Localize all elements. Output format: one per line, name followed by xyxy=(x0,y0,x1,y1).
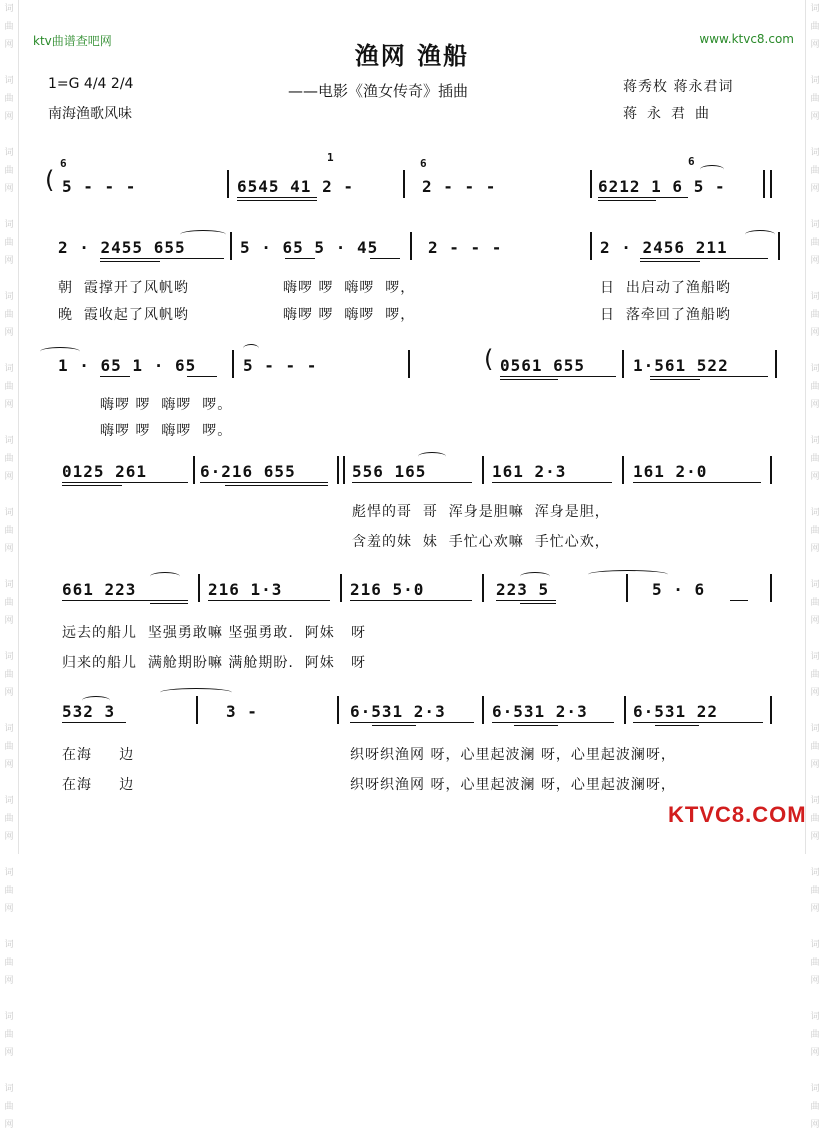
bar-line xyxy=(626,574,628,602)
measure-notes: 223 5 xyxy=(496,580,550,599)
bar-line xyxy=(408,350,410,378)
underline-beam xyxy=(62,485,122,486)
left-watermark-strip: 词 曲 网 词 曲 网 词 曲 网 词 曲 网 词 曲 网 词 曲 网 词 曲 网 词 曲 网 词 曲 网 词 曲 网 词 曲 网 词 曲 网 词 曲 网 词 曲 网 词 曲 网 词 曲 网 xyxy=(0,0,19,854)
underline-beam xyxy=(370,258,400,259)
fermata xyxy=(700,165,724,174)
lyric-verse-2: 嗨啰 啰 嗨啰 啰。 xyxy=(100,423,233,439)
bar-line xyxy=(775,350,777,378)
underline-beam xyxy=(350,722,474,723)
underline-beam xyxy=(633,722,763,723)
lyric-verse-1: 嗨啰 啰 嗨啰 啰。 xyxy=(100,397,233,413)
bar-line xyxy=(622,456,624,484)
repeat-end-bar xyxy=(770,170,772,198)
underline-beam xyxy=(372,725,416,726)
underline-beam xyxy=(100,258,224,259)
measure-notes: 2 · 2455 655 xyxy=(58,238,186,257)
slur xyxy=(418,452,446,461)
site-watermark-right: www.ktvc8.com xyxy=(699,32,794,46)
underline-beam xyxy=(633,482,761,483)
underline-beam xyxy=(237,200,317,201)
underline-beam xyxy=(650,379,700,380)
lyric-verse-2: 织呀织渔网 呀，心里起波澜 呀，心里起波澜呀， xyxy=(350,777,676,793)
key-signature: 1=G 4/4 2/4 xyxy=(48,76,134,92)
underline-beam xyxy=(352,482,472,483)
measure-notes: 2 - - - xyxy=(422,177,497,196)
underline-beam xyxy=(62,600,188,601)
lyric-verse-2: 晚 霞收起了风帆哟 xyxy=(58,307,189,323)
tie xyxy=(745,230,775,239)
grace-note: 6 xyxy=(688,155,695,168)
underline-beam xyxy=(598,200,656,201)
underline-beam xyxy=(655,725,699,726)
lyric-verse-2: 嗨啰 啰 嗨啰 啰， xyxy=(283,307,416,323)
measure-notes: 0125 261 xyxy=(62,462,148,481)
grace-note: 6 xyxy=(420,157,427,170)
repeat-end-bar xyxy=(763,170,765,198)
bar-line xyxy=(482,696,484,724)
bar-line xyxy=(624,696,626,724)
bar-line xyxy=(232,350,234,378)
underline-beam xyxy=(598,197,688,198)
grace-note: 6 xyxy=(60,157,67,170)
underline-beam xyxy=(500,376,616,377)
bar-line xyxy=(622,350,624,378)
bar-line xyxy=(770,574,772,602)
underline-beam xyxy=(200,482,328,483)
underline-beam xyxy=(520,603,556,604)
slur xyxy=(520,572,550,581)
bar-line xyxy=(778,232,780,260)
underline-beam xyxy=(285,258,315,259)
bar-line xyxy=(590,232,592,260)
song-subtitle: ——电影《渔女传奇》插曲 xyxy=(288,82,469,100)
lyric-verse-2: 归来的船儿 满舱期盼嘛 满舱期盼. 阿妹 呀 xyxy=(62,655,367,671)
bar-line xyxy=(343,456,345,484)
measure-notes: 1·561 522 xyxy=(633,356,729,375)
underline-beam xyxy=(150,603,188,604)
measure-notes: 5 · 6 xyxy=(652,580,706,599)
lyric-verse-1: 朝 霞撑开了风帆哟 xyxy=(58,280,189,296)
underline-beam xyxy=(514,725,558,726)
bar-line xyxy=(482,574,484,602)
bar-line xyxy=(198,574,200,602)
underline-beam xyxy=(187,376,217,377)
style-note: 南海渔歌风味 xyxy=(48,106,132,122)
measure-notes: 1 · 65 1 · 65 xyxy=(58,356,197,375)
measure-notes: 5 - - - xyxy=(62,177,137,196)
measure-notes: 216 5·0 xyxy=(350,580,425,599)
lyric-verse-1: 嗨啰 啰 嗨啰 啰， xyxy=(283,280,416,296)
lyric-verse-1: 日 出启动了渔船哟 xyxy=(600,280,731,296)
right-watermark-strip: 词 曲 网 词 曲 网 词 曲 网 词 曲 网 词 曲 网 词 曲 网 词 曲 网 词 曲 网 词 曲 网 词 曲 网 词 曲 网 词 曲 网 词 曲 网 词 曲 网 词 曲 网 词 曲 网 xyxy=(805,0,824,854)
composer-credit: 蒋永君曲 xyxy=(623,106,719,122)
underline-beam xyxy=(225,485,328,486)
underline-beam xyxy=(492,482,612,483)
measure-notes: 5 · 65 5 · 45 xyxy=(240,238,379,257)
lyric-verse-2: 在海 边 xyxy=(62,777,135,793)
underline-beam xyxy=(100,261,160,262)
lyric-verse-1: 彪悍的哥 哥 浑身是胆嘛 浑身是胆， xyxy=(352,504,610,520)
lyric-verse-1: 织呀织渔网 呀，心里起波澜 呀，心里起波澜呀， xyxy=(350,747,676,763)
underline-beam xyxy=(208,600,330,601)
bar-line xyxy=(193,456,195,484)
bar-line xyxy=(337,696,339,724)
interlude-open-paren: ( xyxy=(484,345,494,373)
grace-note: 1 xyxy=(327,151,334,164)
measure-notes: 6·531 22 xyxy=(633,702,719,721)
slur xyxy=(150,572,180,581)
underline-beam xyxy=(492,722,614,723)
underline-beam xyxy=(640,258,768,259)
bar-line xyxy=(590,170,592,198)
bar-line xyxy=(196,696,198,724)
site-watermark-left: ktv曲谱查吧网 xyxy=(33,34,112,48)
lyricist-credit: 蒋秀枚 蒋永君词 xyxy=(623,79,734,95)
measure-notes: 2 - - - xyxy=(428,238,503,257)
underline-beam xyxy=(640,261,700,262)
lyric-verse-2: 日 落牵回了渔船哟 xyxy=(600,307,731,323)
tie xyxy=(40,347,80,356)
bar-line xyxy=(403,170,405,198)
song-title: 渔网 渔船 xyxy=(354,42,470,70)
underline-beam xyxy=(650,376,768,377)
lyric-verse-1: 在海 边 xyxy=(62,747,135,763)
measure-notes: 0561 655 xyxy=(500,356,586,375)
repeat-open-paren: ( xyxy=(45,166,55,194)
measure-notes: 2 · 2456 211 xyxy=(600,238,728,257)
underline-beam xyxy=(62,722,126,723)
bar-line xyxy=(770,696,772,724)
measure-notes: 661 223 xyxy=(62,580,137,599)
measure-notes: 532 3 xyxy=(62,702,116,721)
measure-notes: 6212 1 6 5 - xyxy=(598,177,726,196)
underline-beam xyxy=(350,600,472,601)
measure-notes: 6·531 2·3 xyxy=(492,702,588,721)
bar-line xyxy=(230,232,232,260)
bar-line xyxy=(227,170,229,198)
lyric-verse-1: 远去的船儿 坚强勇敢嘛 坚强勇敢. 阿妹 呀 xyxy=(62,625,367,641)
underline-beam xyxy=(500,379,558,380)
bar-line xyxy=(340,574,342,602)
slur xyxy=(180,230,226,239)
underline-beam xyxy=(62,482,188,483)
bar-line xyxy=(410,232,412,260)
measure-notes: 161 2·3 xyxy=(492,462,567,481)
underline-beam xyxy=(730,600,748,601)
lyric-verse-2: 含羞的妹 妹 手忙心欢嘛 手忙心欢， xyxy=(352,534,610,550)
underline-beam xyxy=(237,197,317,198)
measure-notes: 3 - xyxy=(226,702,258,721)
measure-notes: 216 1·3 xyxy=(208,580,283,599)
fermata xyxy=(243,344,259,353)
underline-beam xyxy=(496,600,556,601)
site-logo: KTVC8.COM xyxy=(668,802,807,827)
measure-notes: 161 2·0 xyxy=(633,462,708,481)
measure-notes: 6·531 2·3 xyxy=(350,702,446,721)
measure-notes: 5 - - - xyxy=(243,356,318,375)
bar-line xyxy=(482,456,484,484)
bar-line xyxy=(770,456,772,484)
measure-notes: 556 165 xyxy=(352,462,427,481)
underline-beam xyxy=(100,376,130,377)
measure-notes: 6545 41 2 - xyxy=(237,177,354,196)
measure-notes: 6·216 655 xyxy=(200,462,296,481)
tie xyxy=(588,570,668,579)
bar-line xyxy=(337,456,339,484)
